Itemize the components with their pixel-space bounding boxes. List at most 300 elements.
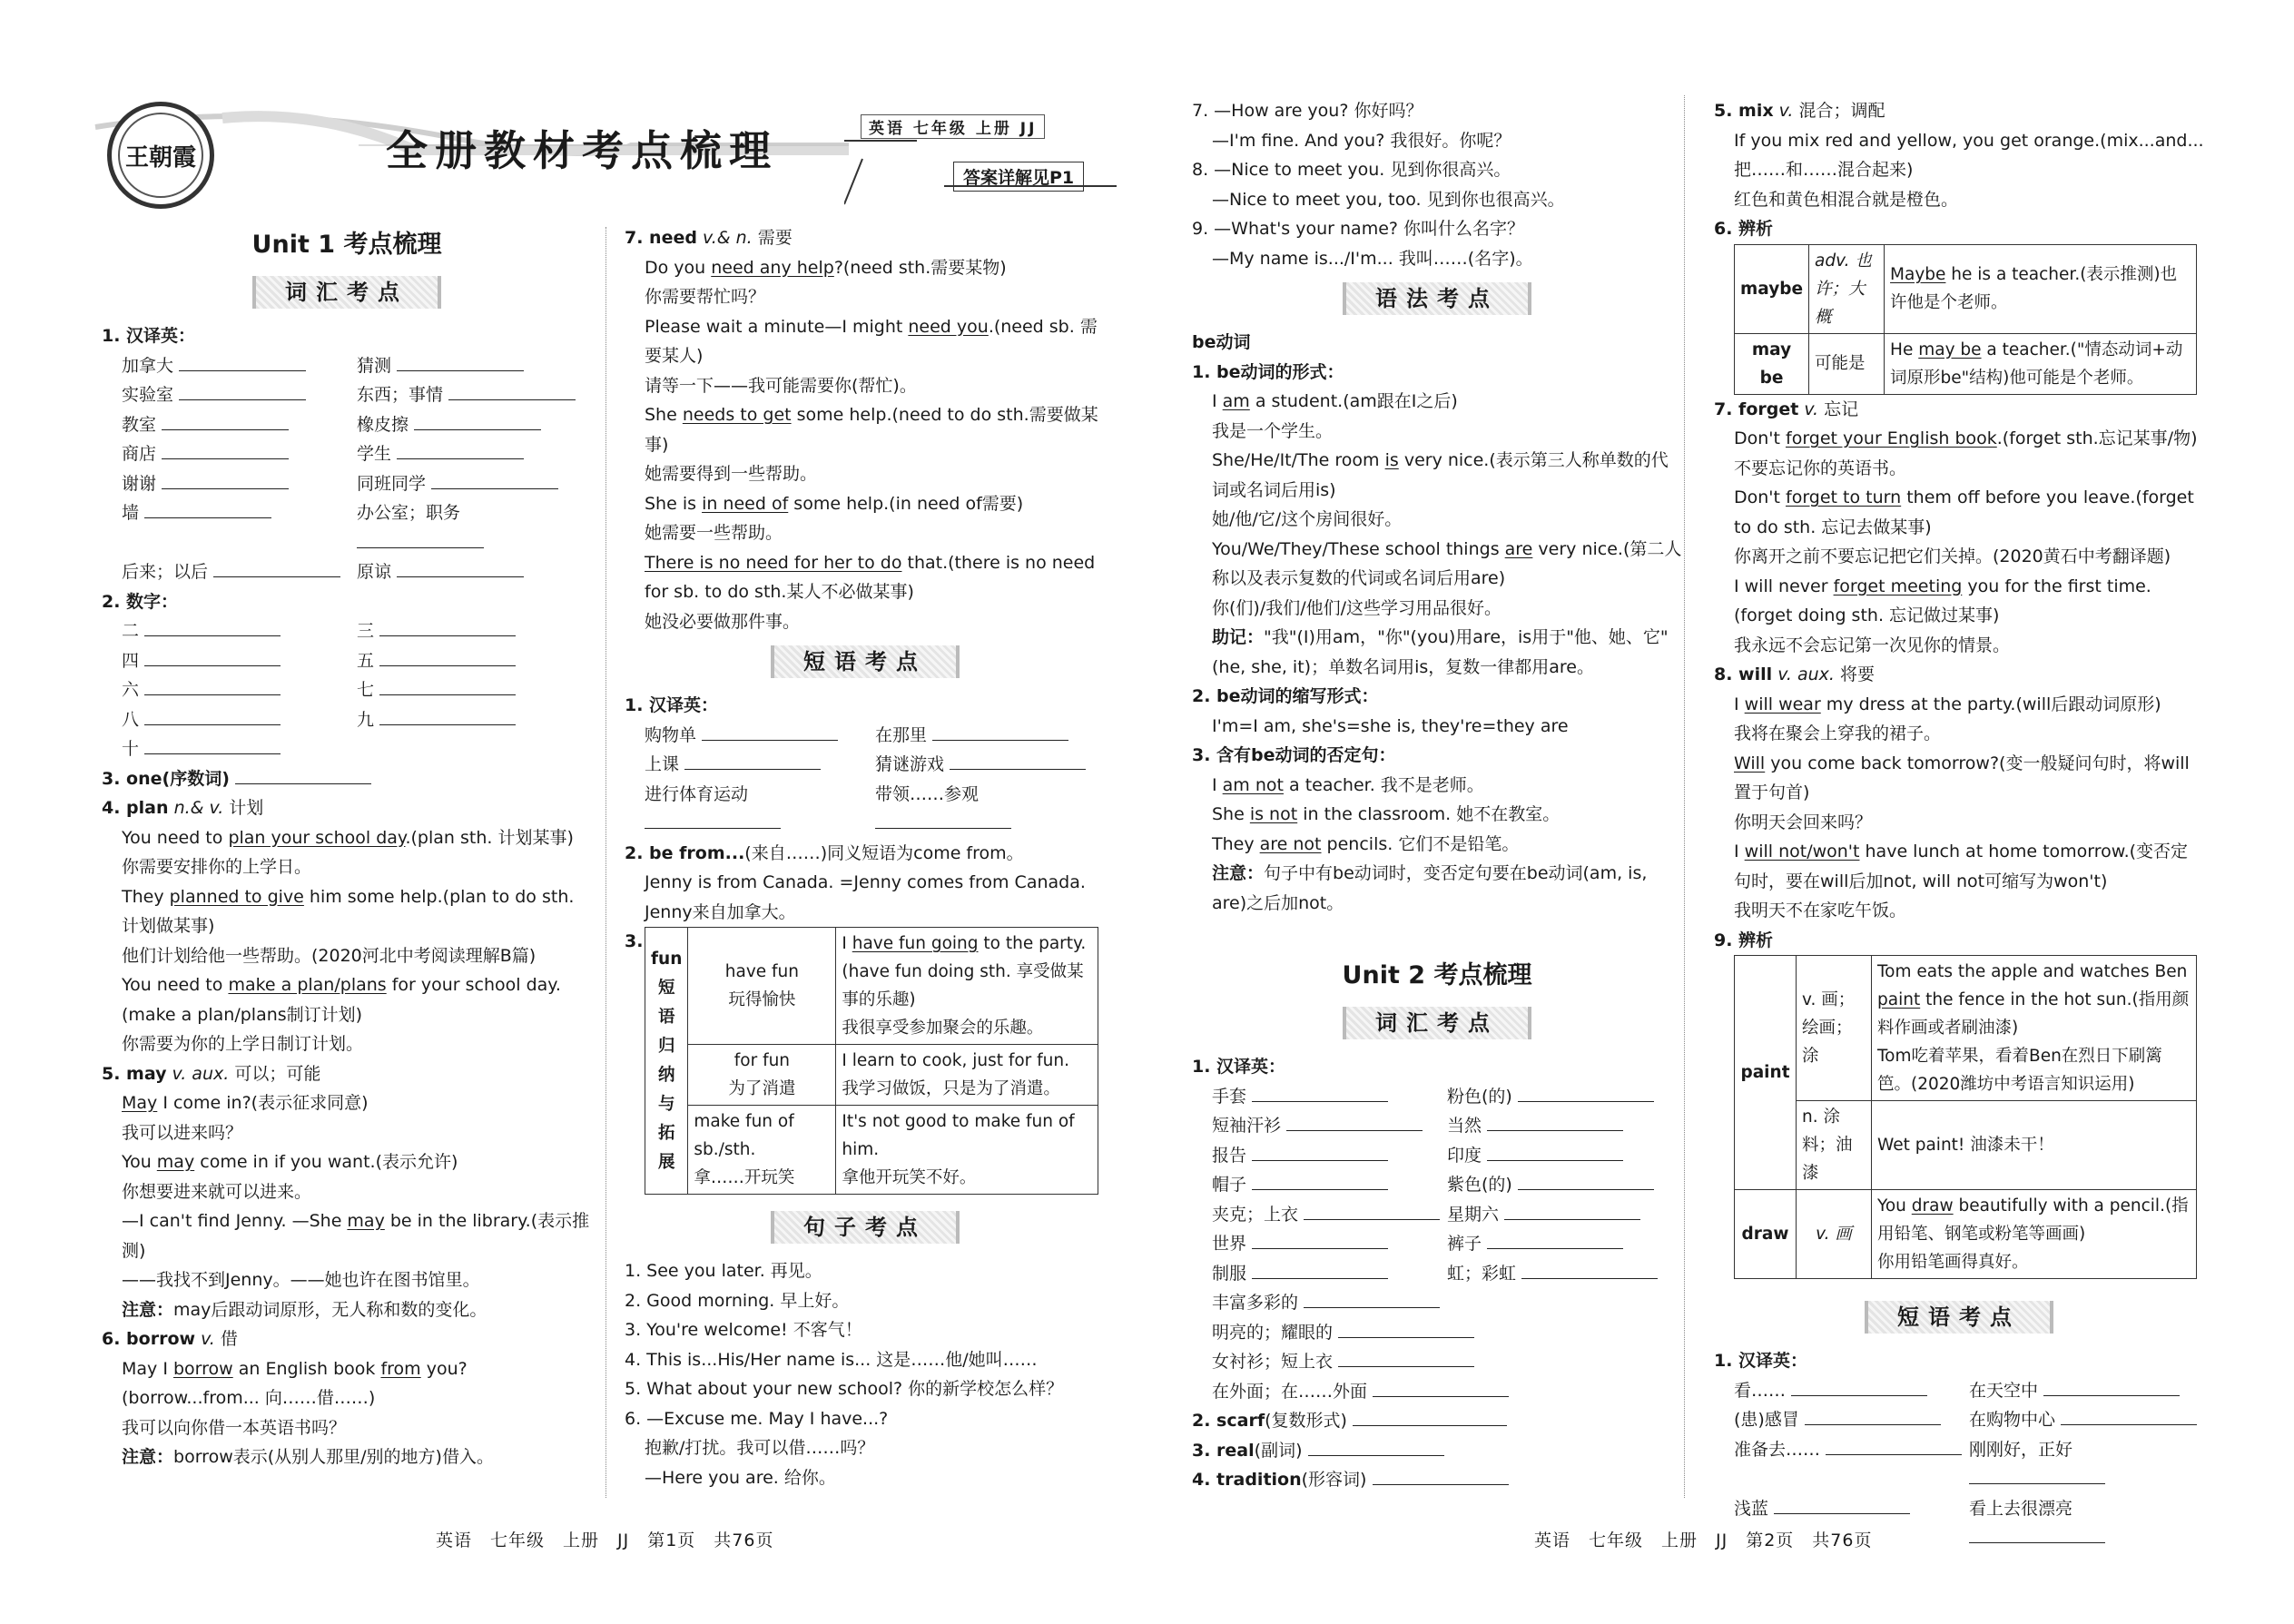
- fill-item: [122, 439, 357, 469]
- q3: 3. one(序数词): [102, 764, 592, 794]
- fill-item: [1734, 1435, 1969, 1494]
- fill-label: 后来；以后: [122, 562, 209, 582]
- q1-heading: 1. 汉译英：: [102, 326, 196, 346]
- answer-blank[interactable]: [645, 812, 781, 829]
- fill-item: [1969, 1376, 2204, 1406]
- g1-heading: 1. be动词的形式：: [1192, 361, 1344, 382]
- g3-example: I am not a teacher. 我不是老师。: [1212, 774, 1484, 795]
- answer-blank[interactable]: [144, 649, 281, 666]
- fun-example-1: I have fun going to the party.(have fun doing sth. 享受做某事的乐趣) 我很享受参加聚会的乐趣。: [836, 928, 1098, 1045]
- answer-blank[interactable]: [379, 678, 516, 695]
- fill-label: 五: [357, 650, 375, 671]
- v1-heading: 1. 汉译英：: [1192, 1057, 1286, 1077]
- v8-translation: 我将在聚会上穿我的裙子。: [1734, 723, 1942, 743]
- paint-example-v: Tom eats the apple and watches Ben paint the fence in the hot sun.(指用颜料作画或者刷油漆) Tom吃着苹果，看着Ben在烈日下刷篱笆。(2020潍坊中考语言知识运用): [1872, 956, 2197, 1101]
- paint-word: paint: [1735, 956, 1797, 1190]
- paint-draw-table: [1734, 955, 2197, 1279]
- fill-label: 橡皮擦: [357, 414, 409, 435]
- fun-phrase-3: make fun of sb./sth. 拿……开玩笑: [688, 1106, 836, 1195]
- fill-item: [1447, 1111, 1682, 1141]
- q2-list: [102, 616, 592, 764]
- fill-item: [122, 557, 357, 587]
- answer-blank[interactable]: [1487, 1114, 1623, 1131]
- q6-note: 注意：borrow表示(从别人那里/别的地方)借入。: [122, 1447, 494, 1467]
- answer-blank[interactable]: [144, 619, 281, 636]
- answer-blank[interactable]: [213, 560, 340, 577]
- answer-blank[interactable]: [1805, 1408, 1941, 1425]
- g2-example: I'm=I am, she's=she is, they're=they are: [1212, 715, 1569, 736]
- fill-item: [1734, 1405, 1969, 1435]
- fill-label: 同班同学: [357, 473, 427, 494]
- fill-label: 女衬衫；短上衣: [1212, 1352, 1334, 1372]
- fill-row: [1212, 1170, 1682, 1200]
- fill-row: [1212, 1259, 1682, 1289]
- answer-blank[interactable]: [1338, 1350, 1474, 1367]
- sentence-item: —Here you are. 给你。: [645, 1467, 836, 1488]
- fill-label: 墙: [122, 503, 140, 523]
- answer-blank[interactable]: [2061, 1408, 2197, 1425]
- fill-label: 在天空中: [1969, 1380, 2039, 1401]
- p2-translation: Jenny来自加拿大。: [645, 901, 796, 922]
- fill-item: [645, 780, 875, 839]
- q7-example: Please wait a minute—I might need you.(need sb. 需要某人): [645, 316, 1098, 366]
- q7-translation: 你需要帮忙吗？: [645, 287, 766, 307]
- fill-row: [122, 616, 592, 646]
- v8-example: I will not/won't have lunch at home tomorrow.(变否定句时，要在will后加not, will not可缩写为won't): [1734, 842, 2189, 891]
- v3: 3. real(副词): [1192, 1436, 1682, 1466]
- q7-example: She needs to get some help.(need to do sth.需要做某事): [645, 405, 1098, 455]
- answer-blank[interactable]: [379, 649, 516, 666]
- section-vocab-unit2: 词汇考点: [1343, 1007, 1531, 1039]
- maybe-table: [1734, 244, 2197, 395]
- fill-item: [1212, 1347, 1682, 1377]
- v5-heading: 5. mix v. 混合；调配: [1714, 101, 1885, 121]
- sentence-item: —My name is.../I'm... 我叫……(名字)。: [1212, 248, 1533, 269]
- sentence-item: 4. This is...His/Her name is... 这是……他/她叫……: [625, 1349, 1038, 1370]
- fill-item: [1212, 1111, 1447, 1141]
- fill-item: [875, 750, 1106, 780]
- fill-label: 进行体育运动: [645, 783, 749, 804]
- fill-row: [122, 705, 592, 735]
- fill-label: 十: [122, 739, 140, 759]
- fill-item: [1447, 1259, 1682, 1289]
- q4-translation: 他们计划给他一些帮助。(2020河北中考阅读理解B篇): [122, 945, 537, 966]
- fun-phrase-1: have fun 玩得愉快: [688, 928, 836, 1045]
- fill-label: 购物单: [645, 724, 697, 745]
- fill-item: [1969, 1494, 2204, 1553]
- column-divider: [605, 227, 606, 1498]
- fill-label: 二: [122, 621, 140, 641]
- may-be-pos: 可能是: [1809, 333, 1885, 394]
- fill-label: 带领……参观: [875, 783, 980, 804]
- sentence-list-continued: [1192, 96, 1682, 273]
- fill-item: [1212, 1170, 1447, 1200]
- fill-item: [357, 351, 592, 381]
- fill-label: 八: [122, 709, 140, 730]
- sentence-item: 9. —What's your name? 你叫什么名字？: [1192, 219, 1525, 239]
- fill-label: 四: [122, 650, 140, 671]
- fill-row: [1212, 1141, 1682, 1171]
- fill-item: [1447, 1170, 1682, 1200]
- fill-label: 学生: [357, 444, 392, 464]
- fill-label: 星期六: [1447, 1204, 1500, 1225]
- answer-blank[interactable]: [357, 531, 484, 548]
- q7-heading: 7. need v.& n. 需要: [625, 228, 793, 248]
- fill-row: [122, 410, 592, 440]
- fill-item: [1969, 1405, 2204, 1435]
- answer-blank[interactable]: [1969, 1467, 2105, 1484]
- answer-blank[interactable]: [379, 619, 516, 636]
- fill-label: 商店: [122, 444, 157, 464]
- answer-blank[interactable]: [179, 383, 306, 400]
- fill-label: 准备去……: [1734, 1439, 1821, 1460]
- v6-heading: 6. 辨析: [1714, 219, 1774, 239]
- v8-translation: 我明天不在家吃午饭。: [1734, 901, 1907, 920]
- page-title: 全册教材考点梳理: [386, 126, 778, 175]
- v7-translation: 我永远不会忘记第一次见你的情景。: [1734, 635, 2011, 655]
- fill-item: [122, 705, 357, 735]
- q5-example: You may come in if you want.(表示允许): [122, 1152, 458, 1172]
- fill-item: [357, 410, 592, 440]
- fill-item: [1212, 1318, 1682, 1348]
- fill-label: 制服: [1212, 1263, 1247, 1284]
- may-be-example: He may be a teacher.("情态动词+动词原形be"结构)他可能是个老师。: [1885, 333, 2197, 394]
- q5-translation: ——我找不到Jenny。——她也许在图书馆里。: [122, 1270, 480, 1290]
- v5-example: If you mix red and yellow, you get orange.(mix...and...把……和……混合起来): [1734, 130, 2204, 180]
- answer-blank[interactable]: [1504, 1203, 1640, 1220]
- answer-blank[interactable]: [1286, 1114, 1423, 1131]
- fill-label: 短袖汗衫: [1212, 1116, 1282, 1136]
- q4-example: They planned to give him some help.(plan to do sth. 计划做某事): [122, 886, 575, 936]
- fill-row: [122, 498, 592, 557]
- fill-row: [122, 439, 592, 469]
- answer-blank[interactable]: [875, 812, 1011, 829]
- fill-item: [122, 675, 357, 705]
- answer-blank[interactable]: [932, 723, 1068, 741]
- fill-item: [357, 705, 592, 735]
- paint-pos-v: v. 画；绘画；涂: [1797, 956, 1872, 1101]
- answer-blank[interactable]: [162, 472, 289, 489]
- fill-label: 手套: [1212, 1086, 1247, 1107]
- fill-label: 世界: [1212, 1234, 1247, 1254]
- v8-translation: 你明天会回来吗？: [1734, 812, 1873, 832]
- answer-blank[interactable]: [1969, 1526, 2105, 1543]
- fill-item: [122, 380, 357, 410]
- g1-translation: 她/他/它/这个房间很好。: [1212, 509, 1403, 529]
- column-divider: [1684, 95, 1685, 1498]
- fill-item: [1212, 1082, 1447, 1112]
- maybe-word: maybe: [1735, 244, 1809, 333]
- fill-label: 谢谢: [122, 473, 157, 494]
- answer-blank[interactable]: [397, 354, 524, 371]
- answer-blank[interactable]: [684, 753, 821, 770]
- fill-label: 当然: [1447, 1116, 1482, 1136]
- fill-item: [645, 721, 875, 751]
- fill-row: [1212, 1200, 1682, 1230]
- v4: 4. tradition(形容词): [1192, 1465, 1682, 1495]
- g3-note: 注意：句子中有be动词时，变否定句要在be动词(am, is, are)之后加not。: [1212, 863, 1648, 913]
- u2-p1-heading: 1. 汉译英：: [1714, 1351, 1808, 1371]
- fill-item: [1212, 1377, 1682, 1407]
- v7-heading: 7. forget v. 忘记: [1714, 399, 1859, 419]
- fill-item: [1447, 1082, 1682, 1112]
- fill-label: 加拿大: [122, 355, 174, 376]
- answer-reference: 答案详解见P1: [953, 162, 1084, 192]
- fill-label: 九: [357, 709, 375, 730]
- q7-translation: 她需要得到一些帮助。: [645, 464, 818, 484]
- fill-label: 原谅: [357, 562, 392, 582]
- q2-heading: 2. 数字：: [102, 591, 179, 612]
- answer-blank[interactable]: [379, 708, 516, 725]
- unit2-title: Unit 2 考点梳理: [1342, 961, 1532, 989]
- fill-label: 六: [122, 680, 140, 700]
- sentence-item: —Nice to meet you, too. 见到你也很高兴。: [1212, 189, 1565, 210]
- fun-phrase-table: [645, 927, 1098, 1195]
- fill-label: 三: [357, 621, 375, 641]
- sentence-item: 3. You're welcome! 不客气！: [625, 1320, 862, 1340]
- fill-row: [1212, 1082, 1682, 1112]
- fill-item: [1447, 1141, 1682, 1171]
- answer-blank[interactable]: [950, 753, 1086, 770]
- header-divider-lines: [844, 132, 1117, 213]
- fill-row: [122, 675, 592, 705]
- footer-left: 英语 七年级 上册 JJ 第1页 共76页: [436, 1530, 774, 1550]
- q7-translation: 她没必要做那件事。: [645, 611, 801, 632]
- q4-example: You need to make a plan/plans for your school day.(make a plan/plans制订计划): [122, 975, 561, 1025]
- fill-item: [645, 750, 875, 780]
- fill-item: [357, 675, 592, 705]
- answer-blank[interactable]: [162, 442, 289, 459]
- answer-blank[interactable]: [2043, 1379, 2180, 1396]
- g1-example: I am a student.(am跟在I之后): [1212, 391, 1458, 411]
- fill-row: [122, 351, 592, 381]
- g3-heading: 3. 含有be动词的否定句：: [1192, 745, 1396, 765]
- draw-word: draw: [1735, 1190, 1797, 1279]
- fill-label: 在购物中心: [1969, 1410, 2056, 1430]
- fill-item: [1212, 1200, 1447, 1230]
- v7-translation: 不要忘记你的英语书。: [1734, 458, 1907, 478]
- fill-label: 帽子: [1212, 1175, 1247, 1195]
- sentence-item: 8. —Nice to meet you. 见到你很高兴。: [1192, 160, 1511, 180]
- answer-blank[interactable]: [1487, 1144, 1623, 1161]
- g1-example: You/We/They/These school things are very nice.(第二人称以及表示复数的代词或名词后用are): [1212, 538, 1682, 588]
- fill-row: [1734, 1435, 2204, 1494]
- sentence-item: 6. —Excuse me. May I have...?: [625, 1408, 889, 1429]
- answer-blank[interactable]: [1252, 1262, 1388, 1279]
- answer-blank[interactable]: [144, 708, 281, 725]
- fill-row: [1734, 1405, 2204, 1435]
- q5-heading: 5. may v. aux. 可以；可能: [102, 1063, 321, 1084]
- fill-item: [1969, 1435, 2204, 1494]
- fill-row: [122, 380, 592, 410]
- sentence-item: 5. What about your new school? 你的新学校怎么样？: [625, 1379, 1064, 1399]
- fill-row: [1734, 1376, 2204, 1406]
- q4-heading: 4. plan n.& v. 计划: [102, 798, 264, 818]
- answer-blank[interactable]: [1252, 1144, 1388, 1161]
- v2: 2. scarf(复数形式): [1192, 1406, 1682, 1436]
- p2: 2. be from...(来自……)同义短语为come from。: [625, 842, 1024, 863]
- answer-blank[interactable]: [1826, 1438, 1962, 1455]
- fun-example-2: I learn to cook, just for fun. 我学习做饭，只是为了消遣。: [836, 1045, 1098, 1106]
- unit1-title: Unit 1 考点梳理: [251, 231, 442, 259]
- fill-item: [1212, 1229, 1447, 1259]
- q1-list: [102, 351, 592, 587]
- q7-translation: 请等一下——我可能需要你(帮忙)。: [645, 375, 917, 396]
- grammar-subtitle: be动词: [1192, 332, 1251, 352]
- q5-translation: 我可以进来吗？: [122, 1122, 243, 1143]
- fill-label: 明亮的；耀眼的: [1212, 1322, 1334, 1343]
- section-vocab: 词汇考点: [252, 276, 441, 309]
- answer-blank[interactable]: [1521, 1262, 1658, 1279]
- q6-translation: 我可以向你借一本英语书吗？: [122, 1417, 347, 1438]
- answer-blank[interactable]: [397, 560, 524, 577]
- answer-blank[interactable]: [1774, 1497, 1910, 1514]
- fill-item: [122, 469, 357, 499]
- fun-phrase-2: for fun 为了消遣: [688, 1045, 836, 1106]
- answer-blank[interactable]: [1304, 1203, 1440, 1220]
- fill-label: 紫色(的): [1447, 1175, 1512, 1195]
- fill-item: [875, 780, 1106, 839]
- logo: [107, 102, 214, 209]
- answer-blank[interactable]: [1518, 1173, 1654, 1190]
- v1-single-list: [1192, 1288, 1682, 1406]
- fill-item: [875, 721, 1106, 751]
- fill-label: 猜谜游戏: [875, 754, 945, 774]
- g3-example: They are not pencils. 它们不是铅笔。: [1212, 833, 1520, 854]
- fill-label: 丰富多彩的: [1212, 1293, 1299, 1313]
- q5-example: —I can't find Jenny. —She may be in the library.(表示推测): [122, 1211, 590, 1261]
- answer-blank[interactable]: [1518, 1085, 1654, 1102]
- fill-item: [357, 469, 592, 499]
- fill-item: [122, 646, 357, 676]
- fill-item: [1212, 1141, 1447, 1171]
- column-4: [1714, 96, 2204, 1553]
- answer-blank[interactable]: [1252, 1232, 1388, 1249]
- sentence-list: [625, 1256, 1106, 1492]
- q6-example: May I borrow an English book from you?(borrow...from... 向……借……): [122, 1358, 468, 1408]
- fill-label: 裤子: [1447, 1234, 1482, 1254]
- draw-example: You draw beautifully with a pencil.(指用铅笔、钢笔或粉笔等画画) 你用铅笔画得真好。: [1872, 1190, 2197, 1279]
- fill-label: 教室: [122, 414, 157, 435]
- fill-label: 看……: [1734, 1380, 1787, 1401]
- q7-example: She is in need of some help.(in need of需要): [645, 493, 1024, 514]
- q6-heading: 6. borrow v. 借: [102, 1329, 238, 1349]
- q5-translation: 你想要进来就可以进来。: [122, 1181, 312, 1202]
- fill-row: [645, 780, 1106, 839]
- logo-text: 王朝霞: [118, 113, 203, 198]
- g1-mnemonic: 助记："我"(I)用am，"你"(you)用are，is用于"他、她、它"(he, she, it)；单数名词用is，复数一律都用are。: [1212, 627, 1669, 677]
- answer-blank[interactable]: [144, 501, 271, 518]
- draw-pos: v. 画: [1797, 1190, 1872, 1279]
- paint-pos-n: n. 涂料；油漆: [1797, 1101, 1872, 1190]
- fill-label: 刚刚好，正好: [1969, 1439, 2073, 1460]
- fill-row: [645, 750, 1106, 780]
- p2-example: Jenny is from Canada. =Jenny comes from Canada.: [645, 872, 1086, 892]
- fun-table-head: fun短语归纳与拓展: [645, 928, 688, 1195]
- answer-blank[interactable]: [1252, 1085, 1388, 1102]
- g2-heading: 2. be动词的缩写形式：: [1192, 686, 1379, 706]
- answer-blank[interactable]: [414, 413, 541, 430]
- answer-blank[interactable]: [431, 472, 558, 489]
- maybe-pos: adv. 也许；大概: [1809, 244, 1885, 333]
- answer-blank[interactable]: [162, 413, 289, 430]
- answer-blank[interactable]: [179, 354, 306, 371]
- fill-label: 浅蓝: [1734, 1498, 1769, 1519]
- answer-blank[interactable]: [397, 442, 524, 459]
- fill-item: [122, 410, 357, 440]
- answer-blank[interactable]: [1487, 1232, 1623, 1249]
- answer-blank[interactable]: [1373, 1380, 1509, 1397]
- fill-item: [122, 734, 592, 764]
- fill-label: 虹；彩虹: [1447, 1263, 1517, 1284]
- fill-label: 办公室；职务: [357, 503, 461, 523]
- v7-translation: 你离开之前不要忘记把它们关掉。(2020黄石中考翻译题): [1734, 546, 2171, 566]
- fill-label: 在那里: [875, 724, 928, 745]
- fill-item: [1447, 1229, 1682, 1259]
- fill-label: 东西；事情: [357, 385, 444, 405]
- fill-label: 猜测: [357, 355, 392, 376]
- answer-blank[interactable]: [1252, 1173, 1388, 1190]
- paint-example-n: Wet paint! 油漆未干！: [1872, 1101, 2197, 1190]
- v8-heading: 8. will v. aux. 将要: [1714, 664, 1876, 684]
- fill-row: [645, 721, 1106, 751]
- fill-row: [122, 469, 592, 499]
- answer-blank[interactable]: [448, 383, 576, 400]
- p1-heading: 1. 汉译英：: [625, 695, 719, 715]
- q5-note: 注意：may后跟动词原形，无人称和数的变化。: [122, 1299, 487, 1320]
- v7-example: I will never forget meeting you for the first time.(forget doing sth. 忘记做过某事): [1734, 576, 2151, 625]
- answer-blank[interactable]: [1338, 1321, 1474, 1338]
- may-be-word: may be: [1735, 333, 1809, 394]
- answer-blank[interactable]: [1791, 1379, 1927, 1396]
- maybe-example: Maybe he is a teacher.(表示推测)也许他是个老师。: [1885, 244, 2197, 333]
- fill-item: [122, 351, 357, 381]
- answer-blank[interactable]: [144, 737, 281, 754]
- section-phrases: 短语考点: [771, 645, 960, 678]
- subject-tag: 英语 七年级 上册 JJ: [861, 114, 1045, 139]
- g1-translation: 你(们)/我们/他们/这些学习用品很好。: [1212, 597, 1502, 618]
- q7-translation: 她需要一些帮助。: [645, 523, 783, 543]
- v8-example: I will wear my dress at the party.(will后跟动词原形): [1734, 694, 2161, 714]
- fill-row: [1212, 1229, 1682, 1259]
- g3-example: She is not in the classroom. 她不在教室。: [1212, 804, 1561, 824]
- fill-item: [1447, 1200, 1682, 1230]
- v5-translation: 红色和黄色相混合就是橙色。: [1734, 189, 1959, 210]
- fill-item: [357, 616, 592, 646]
- fill-label: 上课: [645, 754, 680, 774]
- section-grammar: 语法考点: [1343, 282, 1531, 315]
- fill-item: [357, 557, 592, 587]
- fill-row: [122, 646, 592, 676]
- fill-label: 粉色(的): [1447, 1086, 1512, 1107]
- footer-right: 英语 七年级 上册 JJ 第2页 共76页: [1534, 1530, 1873, 1550]
- fill-item: [1734, 1376, 1969, 1406]
- q7-example: Do you need any help?(need sth.需要某物): [645, 257, 1007, 278]
- fill-item: [357, 439, 592, 469]
- fill-row: [122, 557, 592, 587]
- v1-list: [1192, 1082, 1682, 1289]
- p3: 3. fun短语归纳与拓展 have fun 玩得愉快 I have fun going to the party.(have fun doing sth. 享受做某事的乐趣) 我很享受参加聚会的乐趣。 for fun 为了消遣 I learn to cook, just for fun. 我学习做饭，只是为了消遣。 make fun of sb./sth. 拿……开玩笑 It's not good to make fun of him. 拿他开玩笑不好。: [625, 927, 1106, 1195]
- answer-blank[interactable]: [1304, 1291, 1440, 1308]
- p1-list: [625, 721, 1106, 839]
- v7-example: Don't forget to turn them off before you leave.(forget to do sth. 忘记去做某事): [1734, 487, 2194, 537]
- g1-translation: 我是一个学生。: [1212, 420, 1334, 441]
- section-phrases-unit2: 短语考点: [1865, 1301, 2053, 1334]
- answer-blank[interactable]: [702, 723, 838, 741]
- answer-blank[interactable]: [144, 678, 281, 695]
- q5-example: May I come in?(表示征求同意): [122, 1093, 369, 1113]
- fill-label: (患)感冒: [1734, 1410, 1799, 1430]
